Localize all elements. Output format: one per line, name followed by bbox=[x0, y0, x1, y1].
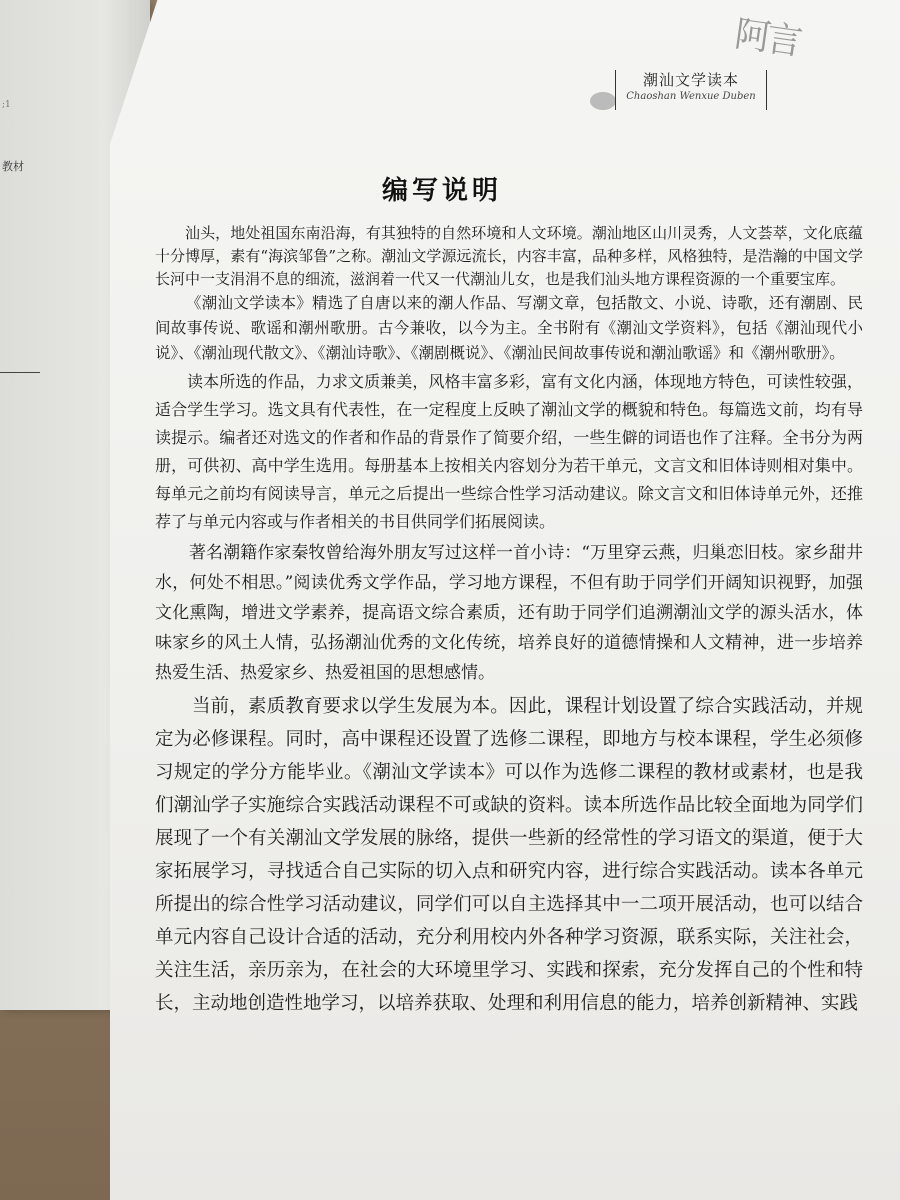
paragraph-3: 读本所选的作品，力求文质兼美，风格丰富多彩，富有文化内涵，体现地方特色，可读性较强，适合学生学习。选文具有代表性，在一定程度上反映了潮汕文学的概貌和特色。每篇选文前，均有导读提示。编者还对选文的作者和作品的背景作了简要介绍，一些生僻的词语也作了注释。全书分为两册，可供初、高中学生选用。每册基本上按相关内容划分为若干单元，文言文和旧体诗则相对集中。每单元之前均有阅读导言，单元之后提出一些综合性学习活动建议。除文言文和旧体诗单元外，还推荐了与单元内容或与作者相关的书目供同学们拓展阅读。 bbox=[155, 372, 863, 531]
header-book-title-pinyin: Chaoshan Wenxue Duben bbox=[626, 91, 756, 102]
running-header bbox=[615, 70, 767, 110]
paragraph-5: 当前，素质教育要求以学生发展为本。因此，课程计划设置了综合实践活动，并规定为必修课程。同时，高中课程还设置了选修二课程，即地方与校本课程，学生必须修习规定的学分方能毕业。《潮汕文学读本》可以作为选修二课程的教材或素材，也是我们潮汕学子实施综合实践活动课程不可或缺的资料。读本所选作品比较全面地为同学们展现了一个有关潮汕文学发展的脉络，提供一些新的经常性的学习语文的渠道，便于大家拓展学习，寻找适合自己实际的切入点和研究内容，进行综合实践活动。读本各单元所提出的综合性学习活动建议，同学们可以自主选择其中一二项开展活动，也可以结合单元内容自己设计合适的活动，充分利用校内外各种学习资源，联系实际，关注社会，关注生活，亲历亲为，在社会的大环境里学习、实践和探索，充分发挥自己的个性和特长，主动地创造性地学习，以培养获取、处理和利用信息的能力，培养创新精神、实践 bbox=[155, 696, 863, 1014]
left-page-rule bbox=[0, 372, 40, 373]
header-ornament bbox=[590, 92, 616, 110]
paragraph-4: 著名潮籍作家秦牧曾给海外朋友写过这样一首小诗：“万里穿云燕，归巢恋旧枝。家乡甜井水，何处不相思。”阅读优秀文学作品，学习地方课程，不但有助于同学们开阔知识视野，加强文化熏陶，增进文学素养，提高语文综合素质，还有助于同学们追溯潮汕文学的源头活水，体味家乡的风土人情，弘扬潮汕优秀的文化传统，培养良好的道德情操和人文精神，进一步培养热爱生活、热爱家乡、热爱祖国的思想感情。 bbox=[155, 543, 863, 683]
left-page-label: 教材 bbox=[2, 160, 24, 173]
page-title: 编写说明 bbox=[382, 176, 503, 206]
body-text bbox=[155, 222, 863, 1020]
paragraph-1: 汕头，地处祖国东南沿海，有其独特的自然环境和人文环境。潮汕地区山川灵秀，人文荟萃，文化底蕴十分博厚，素有“海滨邹鲁”之称。潮汕文学源远流长，内容丰富，品种多样，风格独特，是浩瀚的中国文学长河中一支涓涓不息的细流，滋润着一代又一代潮汕儿女，也是我们汕头地方课程资源的一个重要宝库。 bbox=[155, 224, 863, 288]
left-page-mark: ;1 bbox=[2, 100, 11, 110]
paragraph-2: 《潮汕文学读本》精选了自唐以来的潮人作品、写潮文章，包括散文、小说、诗歌，还有潮剧、民间故事传说、歌谣和潮州歌册。古今兼收，以今为主。全书附有《潮汕文学资料》，包括《潮汕现代小说》、《潮汕现代散文》、《潮汕诗歌》、《潮剧概说》、《潮汕民间故事传说和潮汕歌谣》和《潮州歌册》。 bbox=[155, 294, 863, 362]
pencil-margin-note: 阿言 bbox=[732, 13, 802, 64]
header-book-title: 潮汕文学读本 bbox=[642, 71, 739, 89]
